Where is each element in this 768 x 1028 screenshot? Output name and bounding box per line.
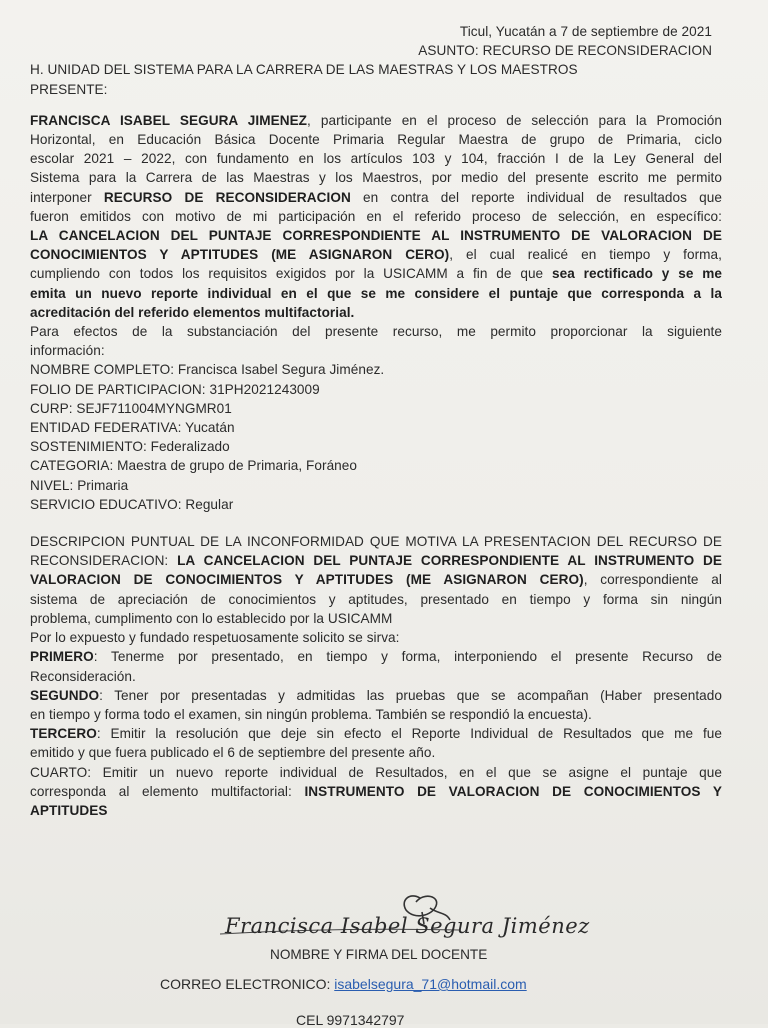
request-cuarto: CUARTO: Emitir un nuevo reporte individual de Resultados, en el que se asigne el puntaje que <box>30 764 722 780</box>
paragraph-line: LA CANCELACION DEL PUNTAJE CORRESPONDIENTE AL INSTRUMENTO DE VALORACION DE <box>30 228 722 244</box>
paragraph-line: emita un nuevo reporte individual en el que se me considere el puntaje que corresponda a la <box>30 285 722 301</box>
paragraph-line: Horizontal, en Educación Básica Docente Primaria Regular Maestra de grupo de Primaria, ciclo <box>30 132 722 148</box>
request-tercero: TERCERO: Emitir la resolución que deje sin efecto el Reporte Individual de Resultados que me fue <box>30 726 722 742</box>
place-date: Ticul, Yucatán a 7 de septiembre de 2021 <box>459 24 712 39</box>
request-line: Reconsideración. <box>30 668 136 684</box>
info-item: ENTIDAD FEDERATIVA: Yucatán <box>30 420 235 436</box>
info-item: NOMBRE COMPLETO: Francisca Isabel Segura Jiménez. <box>30 362 385 378</box>
email-link[interactable]: isabelsegura_71@hotmail.com <box>334 976 527 992</box>
subject-line: ASUNTO: RECURSO DE RECONSIDERACION <box>418 43 712 59</box>
paragraph-line: información: <box>30 343 105 359</box>
paragraph-line: acreditación del referido elementos multifactorial. <box>30 304 355 320</box>
request-primero: PRIMERO: Tenerme por presentado, en tiempo y forma, interponiendo el presente Recurso de <box>30 649 722 665</box>
paragraph-line: CONOCIMIENTOS Y APTITUDES (ME ASIGNARON CERO), el cual realicé en tiempo y forma, <box>30 247 722 263</box>
info-item: SERVICIO EDUCATIVO: Regular <box>30 496 234 512</box>
email-row <box>160 976 527 992</box>
description-line: problema, cumplimento con lo establecido por la USICAMM <box>30 610 393 626</box>
request-line: corresponda al elemento multifactorial: INSTRUMENTO DE VALORACION DE CONOCIMIENTOS Y <box>30 783 722 799</box>
presente-line: PRESENTE: <box>30 81 108 97</box>
info-item: CATEGORIA: Maestra de grupo de Primaria, Foráneo <box>30 458 358 474</box>
description-line: VALORACION DE CONOCIMIENTOS Y APTITUDES (ME ASIGNARON CERO), correspondiente al <box>30 572 722 588</box>
signature-block <box>0 890 768 1028</box>
paragraph-line: cumpliendo con todos los requisitos exigidos por la USICAMM a fin de que sea rectificado y se me <box>30 266 722 282</box>
info-item: CURP: SEJF711004MYNGMR01 <box>30 400 232 416</box>
email-label: CORREO ELECTRONICO: <box>160 976 335 992</box>
paragraph-line: interponer RECURSO DE RECONSIDERACION en contra del reporte individual de resultados que <box>30 189 722 205</box>
info-item: NIVEL: Primaria <box>30 477 129 493</box>
request-line: en tiempo y forma todo el examen, sin ningún problema. También se respondió la encuesta). <box>30 706 592 722</box>
info-item: SOSTENIMIENTO: Federalizado <box>30 439 230 455</box>
signature-label: NOMBRE Y FIRMA DEL DOCENTE <box>270 947 488 962</box>
applicant-name: FRANCISCA ISABEL SEGURA JIMENEZ <box>30 112 308 128</box>
description-line: Por lo expuesto y fundado respetuosamente solicito se sirva: <box>30 630 400 646</box>
paragraph-line: Sistema para la Carrera de las Maestras y los Maestros, por medio del presente escrito me permito <box>30 170 722 186</box>
paragraph-line: FRANCISCA ISABEL SEGURA JIMENEZ, participante en el proceso de selección para la Promoción <box>30 112 722 128</box>
request-line: emitido y que fuera publicado el 6 de septiembre del presente año. <box>30 745 436 761</box>
recipient-line: H. UNIDAD DEL SISTEMA PARA LA CARRERA DE LAS MAESTRAS Y LOS MAESTROS <box>30 62 578 78</box>
info-item: FOLIO DE PARTICIPACION: 31PH2021243009 <box>30 381 320 397</box>
description-line: sistema de apreciación de conocimientos y aptitudes, presentado en tiempo y forma sin ningún <box>30 591 722 607</box>
request-segundo: SEGUNDO: Tener por presentadas y admitidas las pruebas que se acompañan (Haber presentado <box>30 687 722 703</box>
phone-line: CEL 9971342797 <box>296 1012 405 1028</box>
paragraph-line: escolar 2021 – 2022, con fundamento en los artículos 103 y 104, fracción I de la Ley General del <box>30 151 722 167</box>
paragraph-line: fueron emitidos con motivo de mi participación en el referido proceso de selección, en específico: <box>30 208 722 224</box>
paragraph-line: Para efectos de la substanciación del presente recurso, me permito proporcionar la siguiente <box>30 324 722 340</box>
handwritten-signature: Francisca Isabel Segura Jiménez <box>225 914 590 938</box>
description-line: DESCRIPCION PUNTUAL DE LA INCONFORMIDAD QUE MOTIVA LA PRESENTACION DEL RECURSO DE <box>30 534 722 550</box>
description-line: RECONSIDERACION: LA CANCELACION DEL PUNTAJE CORRESPONDIENTE AL INSTRUMENTO DE <box>30 553 722 569</box>
request-line: APTITUDES <box>30 802 108 818</box>
letter-body <box>30 22 722 820</box>
